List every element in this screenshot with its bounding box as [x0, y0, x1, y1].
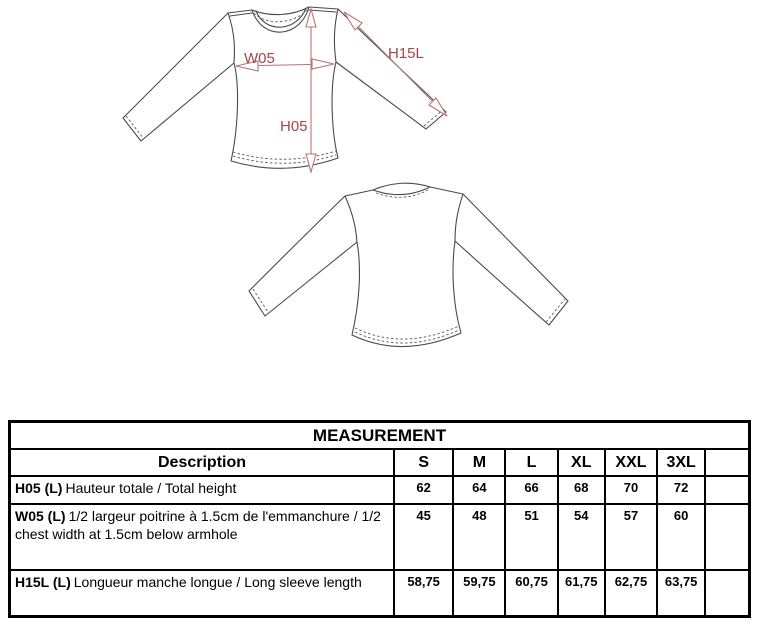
- value-cell: 70: [605, 476, 657, 504]
- value-cell: 63,75: [657, 570, 705, 616]
- measure-description: Hauteur totale / Total height: [65, 480, 237, 496]
- measurement-table: [8, 420, 751, 618]
- value-cell: 60: [657, 504, 705, 570]
- value-cell: 64: [453, 476, 505, 504]
- back-hem-stitching: [355, 326, 459, 339]
- value-cell: 60,75: [505, 570, 557, 616]
- back-cuff-stitching-right: [546, 299, 565, 322]
- measure-description: 1/2 largeur poitrine à 1.5cm de l'emmanchure / 1/2 chest width at 1.5cm below armhole: [15, 508, 381, 543]
- front-armhole-right: [334, 9, 338, 62]
- table-title: MEASUREMENT: [10, 422, 750, 450]
- back-collar-top: [373, 183, 430, 190]
- size-header-3xl: 3XL: [657, 449, 705, 476]
- back-armhole-right: [455, 194, 463, 241]
- value-cell-empty: [705, 570, 749, 616]
- value-cell: 54: [558, 504, 605, 570]
- size-header-m: M: [453, 449, 505, 476]
- value-cell: 62: [394, 476, 453, 504]
- size-header-xl: XL: [558, 449, 605, 476]
- value-cell-empty: [705, 504, 749, 570]
- measure-code: H15L (L): [15, 574, 71, 590]
- size-header-xxl: XXL: [605, 449, 657, 476]
- h15l-arrow-line: [344, 12, 447, 116]
- w05-label: W05: [244, 50, 275, 67]
- front-collar-top: [252, 7, 309, 15]
- value-cell: 61,75: [558, 570, 605, 616]
- size-header-s: S: [394, 449, 453, 476]
- h05-arrowhead-bottom: [306, 154, 316, 172]
- back-view: [249, 183, 568, 346]
- h05-dimension-arrow: [306, 9, 316, 172]
- measure-description: Longueur manche longue / Long sleeve length: [73, 574, 362, 590]
- h05-label: H05: [280, 118, 308, 135]
- description-header: Description: [10, 449, 395, 476]
- value-cell-empty: [705, 476, 749, 504]
- value-cell: 48: [453, 504, 505, 570]
- measure-code: W05 (L): [15, 508, 66, 524]
- front-shoulder-seam-left: [230, 13, 252, 16]
- h15l-dimension-arrow: [344, 12, 447, 116]
- front-shoulder-seam-right: [309, 10, 336, 12]
- row-description: [10, 570, 395, 616]
- table-header-row: [10, 449, 750, 476]
- back-armhole-left: [345, 196, 357, 242]
- value-cell: 58,75: [394, 570, 453, 616]
- value-cell: 57: [605, 504, 657, 570]
- size-header-empty: [705, 449, 749, 476]
- table-row-h15l: [10, 570, 750, 616]
- back-body-outline: [249, 187, 568, 347]
- table-row-w05: [10, 504, 750, 570]
- value-cell: 45: [394, 504, 453, 570]
- table-title-row: [10, 422, 750, 450]
- row-description: [10, 476, 395, 504]
- measurement-annotations: [236, 9, 447, 172]
- size-header-l: L: [505, 449, 557, 476]
- front-armhole-left: [228, 13, 234, 63]
- row-description: [10, 504, 395, 570]
- table-row-h05: [10, 476, 750, 504]
- value-cell: 66: [505, 476, 557, 504]
- front-view: [123, 7, 446, 168]
- value-cell: 51: [505, 504, 557, 570]
- w05-arrowhead-right: [312, 59, 334, 69]
- h15l-label: H15L: [388, 45, 424, 62]
- back-collar-bottom: [373, 187, 430, 195]
- value-cell: 59,75: [453, 570, 505, 616]
- front-hem-stitching: [233, 151, 336, 159]
- value-cell: 72: [657, 476, 705, 504]
- measure-code: H05 (L): [15, 480, 63, 496]
- front-cuff-stitching-left: [126, 116, 144, 139]
- value-cell: 68: [558, 476, 605, 504]
- value-cell: 62,75: [605, 570, 657, 616]
